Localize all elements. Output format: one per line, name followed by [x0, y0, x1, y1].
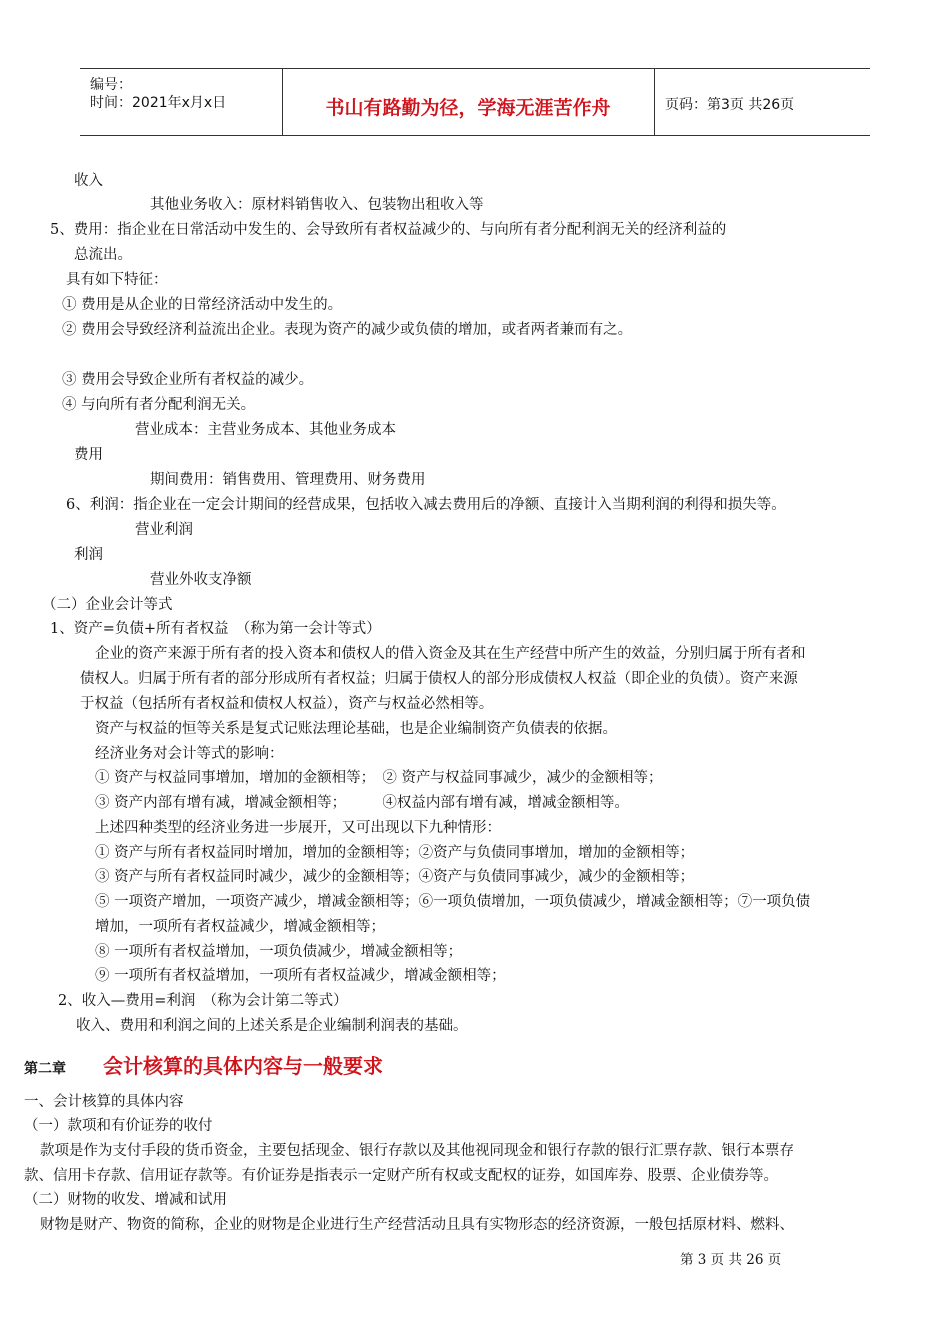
text-line: 5、费用：指企业在日常活动中发生的、会导致所有者权益减少的、与向所有者分配利润无关的经济利益的	[50, 222, 727, 238]
text-line: ② 费用会导致经济利益流出企业。表现为资产的减少或负债的增加，或者两者兼而有之。	[62, 322, 633, 338]
text-line: 企业的资产来源于所有者的投入资本和债权人的借入资金及其在生产经营中所产生的效益，分别归属于所有者和	[95, 646, 806, 662]
text-line: 2、收入—费用=利润 （称为会计第二等式）	[58, 993, 348, 1009]
text-line: 增加，一项所有者权益减少，增减金额相等；	[95, 919, 385, 935]
date-label: 时间：2021年x月x日	[90, 95, 227, 111]
text-line: 期间费用：销售费用、管理费用、财务费用	[150, 472, 426, 488]
text-line: ⑧ 一项所有者权益增加，一项负债减少，增减金额相等；	[95, 944, 463, 960]
text-line: 总流出。	[74, 247, 132, 263]
section-heading: （一）款项和有价证券的收付	[24, 1118, 213, 1134]
text-line: 资产与权益的恒等关系是复式记账法理论基础，也是企业编制资产负债表的依据。	[95, 721, 617, 737]
text-line: 费用	[74, 447, 103, 463]
text-line: 经济业务对会计等式的影响：	[95, 746, 284, 762]
header-motto-cell	[282, 69, 655, 135]
page-header	[80, 68, 870, 136]
text-line: ③ 费用会导致企业所有者权益的减少。	[62, 372, 314, 388]
text-line: 利润	[74, 547, 103, 563]
header-page-cell	[655, 69, 870, 135]
text-line: 营业利润	[135, 522, 193, 538]
text-line: 款、信用卡存款、信用证存款等。有价证券是指表示一定财产所有权或支配权的证券，如国库券、股票、企业债券等。	[24, 1168, 778, 1184]
text-line: ④ 与向所有者分配利润无关。	[62, 397, 256, 413]
page-footer: 第 3 页 共 26 页	[680, 1252, 782, 1268]
text-line: 营业外收支净额	[150, 572, 252, 588]
number-label: 编号：	[90, 77, 132, 93]
text-line: ③ 资产内部有增有减，增减金额相等； ④权益内部有增有减，增减金额相等。	[95, 795, 629, 811]
header-info-cell	[80, 69, 283, 135]
text-line: ① 资产与权益同事增加，增加的金额相等； ② 资产与权益同事减少，减少的金额相等；	[95, 770, 663, 786]
text-line: ① 费用是从企业的日常经济活动中发生的。	[62, 297, 343, 313]
section-heading: 一、会计核算的具体内容	[24, 1094, 184, 1110]
text-line: 具有如下特征：	[66, 272, 168, 288]
text-line: 收入、费用和利润之间的上述关系是企业编制利润表的基础。	[76, 1018, 468, 1034]
text-line: ⑤ 一项资产增加，一项资产减少，增减金额相等；⑥一项负债增加，一项负债减少，增减金额相等；⑦一项负债	[95, 894, 811, 910]
text-line: ③ 资产与所有者权益同时减少，减少的金额相等；④资产与负债同事减少，减少的金额相等；	[95, 869, 695, 885]
text-line: 收入	[74, 173, 103, 189]
section-heading: （二）财物的收发、增减和试用	[24, 1192, 227, 1208]
text-line: ① 资产与所有者权益同时增加，增加的金额相等；②资产与负债同事增加，增加的金额相等；	[95, 845, 695, 861]
chapter-number: 第二章	[24, 1061, 66, 1077]
text-line: 于权益（包括所有者权益和债权人权益），资产与权益必然相等。	[80, 696, 494, 712]
text-line: 1、资产=负债+所有者权益 （称为第一会计等式）	[50, 621, 381, 637]
text-line: 6、利润：指企业在一定会计期间的经营成果，包括收入减去费用后的净额、直接计入当期利润的利得和损失等。	[66, 497, 786, 513]
text-line: 上述四种类型的经济业务进一步展开，又可出现以下九种情形：	[95, 820, 501, 836]
section-heading: （二）企业会计等式	[42, 597, 173, 613]
text-line: 财物是财产、物资的简称，企业的财物是企业进行生产经营活动且具有实物形态的经济资源，一般包括原材料、燃料、	[40, 1217, 794, 1233]
text-line: 款项是作为支付手段的货币资金，主要包括现金、银行存款以及其他视同现金和银行存款的银行汇票存款、银行本票存	[40, 1143, 794, 1159]
text-line: 其他业务收入：原材料销售收入、包装物出租收入等	[150, 197, 484, 213]
text-line: 营业成本：主营业务成本、其他业务成本	[135, 422, 396, 438]
page-indicator: 页码：第3页 共26页	[665, 97, 795, 113]
motto: 书山有路勤为径，学海无涯苦作舟	[325, 97, 611, 119]
text-line: 债权人。归属于所有者的部分形成所有者权益；归属于债权人的部分形成债权人权益（即企业的负债）。资产来源	[80, 671, 798, 687]
chapter-title: 会计核算的具体内容与一般要求	[103, 1054, 383, 1078]
text-line: ⑨ 一项所有者权益增加，一项所有者权益减少，增减金额相等；	[95, 968, 506, 984]
